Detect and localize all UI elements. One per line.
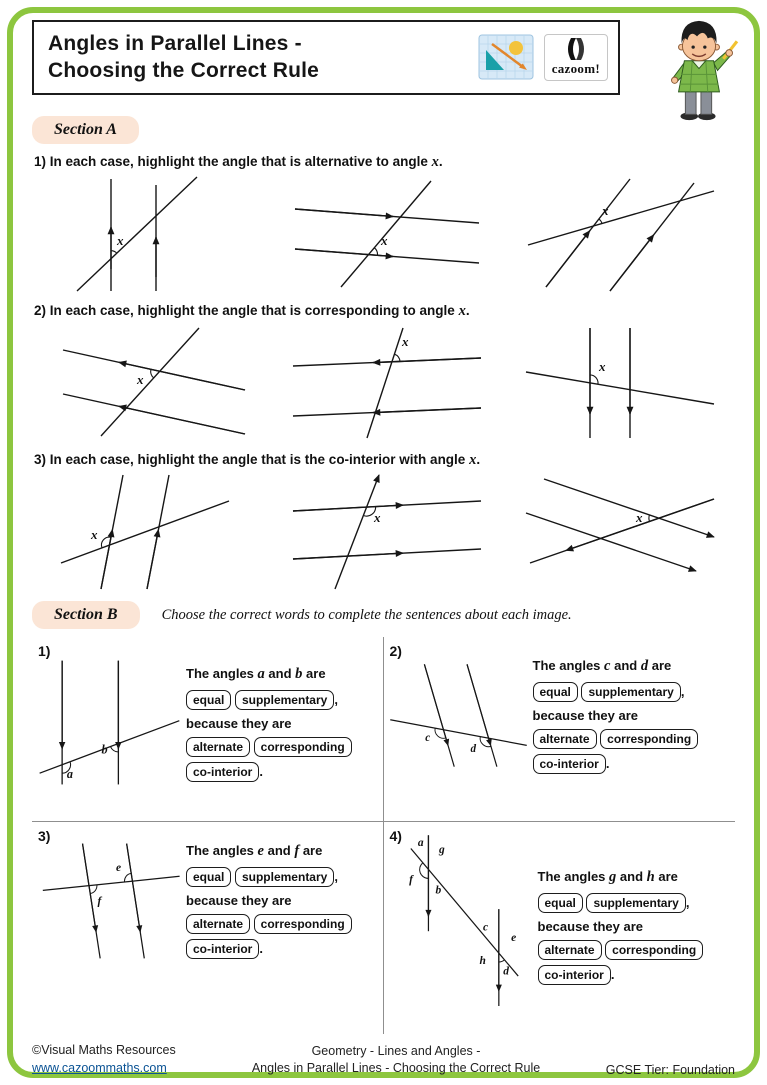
angle-arc [498,960,504,962]
angle-label: b [434,884,441,897]
diagram-a3-1[interactable] [49,471,249,591]
question-2-text: 2) In each case, highlight the angle that is corresponding to angle [34,303,455,318]
sentence-mid: and [268,665,292,681]
section-b-instruction: Choose the correct words to complete the sentences about each image. [161,606,572,623]
comma: , [680,683,685,699]
q1-diagrams [32,173,735,293]
sentence-1 [186,661,379,786]
diagram-a2-2[interactable] [283,322,483,442]
comma: , [685,894,690,910]
angle-arc [395,354,401,361]
q3-diagrams [32,471,735,591]
angle-label: f [408,873,413,886]
title-line-1: Angles in Parallel Lines - [48,32,302,55]
choice-corresponding-chip[interactable]: corresponding [254,914,352,934]
angle-label: x [137,372,144,387]
period: . [605,756,610,772]
parallel-lines [526,479,714,571]
angle-label: x [117,233,124,248]
angle-arc [90,884,97,893]
diagram-b1 [34,653,184,794]
section-a-label: Section A [32,116,139,144]
footer-left [32,1042,227,1077]
angle-label: h [478,954,486,967]
choice-supplementary-chip[interactable]: supplementary [235,690,334,710]
parallel-lines [546,179,694,291]
cazoom-logo-text: cazoom! [551,60,600,76]
choice-alternate-chip[interactable]: alternate [186,737,250,757]
diagram-a2-3[interactable] [518,322,718,442]
sentence-4 [538,830,732,989]
item-4-number: 4) [389,828,402,844]
transversal-line [335,475,379,589]
mascot-boy-illustration [653,14,745,126]
angle-arc [419,863,428,879]
angle-arc [599,219,602,224]
angle-label: e [116,861,122,874]
logo-group [478,34,608,81]
transversal-line [410,848,517,976]
transversal-line [40,721,180,774]
transversal-line [530,499,714,563]
cazoom-logo [544,34,608,81]
question-3-text: 3) In each case, highlight the angle that is the co-interior with angle [34,452,466,467]
angle-label: x [374,510,381,525]
choice-alternate-chip[interactable]: alternate [186,914,250,934]
choice-alternate-chip[interactable]: alternate [538,940,602,960]
footer-topic-line2: Angles in Parallel Lines - Choosing the Correct Rule [251,1061,541,1076]
angle-label: x [381,233,388,248]
choice-co-interior-chip[interactable]: co-interior [186,939,259,959]
angle-label: g [438,843,445,856]
diagram-a3-2[interactable] [283,471,483,591]
sentence-var2: f [294,843,300,859]
transversal-line [367,328,403,438]
sentence-pre: The angles [186,665,254,681]
q2-diagrams [32,322,735,442]
geometry-icon [478,34,534,80]
comma: , [334,691,338,707]
cazoom-logo-glyph [564,38,588,60]
angle-arc [375,248,378,256]
angle-label: a [417,836,424,849]
sentence-post: are [306,665,326,681]
diagram-a3-3[interactable] [518,471,718,591]
sentence-pre: The angles [532,658,601,673]
choice-equal-chip[interactable]: equal [533,682,578,702]
page-title [48,30,468,85]
diagram-a1-3[interactable] [518,173,718,293]
angle-label: x [601,203,609,218]
transversal-line [390,720,526,746]
sentence-because: because they are [532,707,639,723]
sentence-post: are [658,869,678,884]
exercise-cell-4 [384,822,736,1034]
diagram-a1-2[interactable] [283,173,483,293]
choice-corresponding-chip[interactable]: corresponding [254,737,352,757]
parallel-lines [424,664,497,766]
sentence-pre: The angles [537,869,606,884]
sentence-3 [186,838,379,963]
transversal-line [43,876,180,890]
transversal-line [77,177,197,291]
question-3 [34,452,733,469]
sentence-because: because they are [186,892,292,908]
angle-arc [111,747,119,752]
sentence-var1: c [604,658,611,674]
title-line-2: Choosing the Correct Rule [48,59,320,83]
section-b-grid [32,637,735,1034]
angle-label: c [482,921,488,934]
diagram-a1-1[interactable] [49,173,249,293]
header [32,20,735,104]
sentence-because: because they are [186,715,292,731]
angle-label: f [97,895,102,908]
choice-corresponding-chip[interactable]: corresponding [600,729,698,749]
title-box [32,20,620,95]
sentence-var2: d [640,658,649,674]
diagram-b2 [386,660,531,771]
question-1-var: x [431,154,439,170]
choice-equal-chip[interactable]: equal [538,893,583,913]
question-2-var: x [458,303,466,319]
sentence-var2: h [646,869,655,885]
item-2-number: 2) [389,643,402,659]
copyright-text: ©Visual Maths Resources [32,1043,176,1057]
footer-tier: GCSE Tier: Foundation [605,1063,735,1077]
choice-supplementary-chip[interactable]: supplementary [586,893,685,913]
footer-topic-line1: Geometry - Lines and Angles - [311,1044,481,1059]
angle-label: x [91,527,98,542]
section-b-label: Section B [32,601,140,629]
sentence-var2: b [295,665,303,682]
choice-co-interior-chip[interactable]: co-interior [533,754,606,774]
parallel-lines [63,350,245,434]
period: . [610,967,615,983]
period: . [259,941,263,957]
sentence-because: because they are [537,918,644,934]
exercise-cell-2 [384,637,736,822]
choice-co-interior-chip[interactable]: co-interior [186,762,259,782]
question-3-suffix: . [476,452,481,467]
angle-label: e [510,931,516,944]
parallel-lines [101,475,169,589]
sentence-2 [533,653,732,778]
choice-equal-chip[interactable]: equal [186,690,231,710]
footer-center [227,1043,565,1077]
angle-label: a [66,766,73,781]
angle-label: d [469,743,476,756]
angle-label: x [635,510,643,525]
angle-label: x [402,334,409,349]
angle-arc [151,369,154,378]
question-1-suffix: . [438,154,443,169]
parallel-lines [428,835,498,1006]
choice-supplementary-chip[interactable]: supplementary [581,682,680,702]
page-content [32,20,735,1077]
parallel-lines [83,843,145,958]
choice-supplementary-chip[interactable]: supplementary [235,867,334,887]
question-2 [34,303,733,320]
diagram-b3 [34,839,184,963]
choice-alternate-chip[interactable]: alternate [533,729,597,749]
angle-label: d [502,965,509,978]
question-1 [34,154,733,171]
exercise-cell-1 [32,637,384,822]
transversal-line [61,501,229,563]
diagram-b4 [386,830,536,1006]
choice-equal-chip[interactable]: equal [186,867,231,887]
angle-label: b [101,742,108,757]
parallel-lines [293,501,481,559]
transversal-line [528,191,714,245]
angle-label: c [424,732,430,745]
parallel-lines [590,328,630,438]
choice-corresponding-chip[interactable]: corresponding [605,940,703,960]
sentence-mid: and [267,843,291,858]
transversal-line [526,372,714,404]
transversal-line [101,328,199,436]
footer [32,1042,735,1077]
sentence-post: are [302,843,323,858]
angle-arc [111,251,117,254]
sentence-pre: The angles [186,843,254,858]
section-b-header [32,601,735,629]
sentence-mid: and [619,869,644,884]
question-1-text: 1) In each case, highlight the angle that is alternative to angle [34,154,428,169]
angle-label: x [598,359,606,374]
website-link[interactable]: www.cazoommaths.com [32,1060,167,1075]
angle-arc [124,873,131,882]
comma: , [334,868,338,884]
diagram-a2-1[interactable] [49,322,249,442]
sentence-mid: and [614,658,638,673]
question-2-suffix: . [465,303,470,318]
sentence-var1: e [257,843,264,859]
item-1-number: 1) [38,643,51,659]
question-3-var: x [469,452,477,468]
angle-arc [649,515,650,522]
choice-co-interior-chip[interactable]: co-interior [538,965,611,985]
sentence-var1: g [609,869,617,885]
sentence-var1: a [257,665,265,682]
item-3-number: 3) [38,828,51,844]
parallel-lines [293,358,481,416]
period: . [259,764,263,780]
exercise-cell-3 [32,822,384,1034]
sentence-post: are [651,658,672,673]
